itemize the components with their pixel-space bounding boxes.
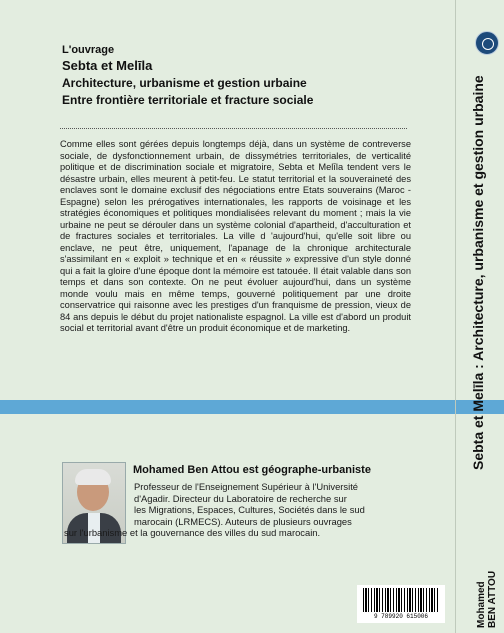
summary-text (60, 139, 411, 335)
book-subtitle: Architecture, urbanisme et gestion urbaine (62, 76, 307, 90)
author-bio (64, 481, 436, 539)
spine-divider (455, 0, 456, 633)
spine-author-first: Mohamed (476, 581, 487, 628)
blue-band (0, 400, 504, 414)
book-title: Sebta et Melīla (62, 58, 153, 73)
bio-line: Professeur de l'Enseignement Supérieur à l'Université (134, 481, 359, 492)
book-subtitle-2: Entre frontière territoriale et fracture sociale (62, 93, 314, 107)
bio-line: d'Agadir. Directeur du Laboratoire de recherche sur (134, 492, 347, 504)
publisher-logo-icon (475, 31, 499, 55)
bio-line: sur l'urbanisme et la gouvernance des villes du sud marocain. (64, 527, 321, 539)
barcode-bars (363, 588, 439, 612)
dotted-rule (60, 128, 407, 129)
author-heading: Mohamed Ben Attou est géographe-urbaniste (133, 464, 371, 476)
spine-author-last: BEN ATTOU (487, 570, 498, 628)
barcode (357, 585, 445, 623)
bio-line: les Migrations, Espaces, Cultures, Sociétés dans le sud (134, 504, 365, 516)
summary-paragraph: Comme elles sont gérées depuis longtemps déjà, dans un système de contreverse sociale, de dysfonctionnement urbain, de dissymétries territoriales, de verticalité politique et de discrimination sociale et migratoire, Sebta et Melīla tendent vers le désastre urbain, elles meurent à petit-feu. Le statut territorial et la souveraineté des enclaves sont le domaine exclusif des négociations entre Etats souverains (Maroc - Espagne) selon les prérogatives internationales, les rapports de voisinage et les stratégies économiques et politiques mondialisées relevant du moment ; mais la vie urbaine ne peut se dérouler dans un système colonial d'apartheid, d'acculturation et de fractures sociales et territoriales. La ville d 'aujourd'hui, qu'elle soit libre ou enclave, ne peut être, uniquement, l'apanage de la chronique architecturale s'assimilant en « exploit » technique et en « réussite » expressive d'un style donné qui a fait la gloire d'une époque dont la mémoire est tatouée. Il était valable dans son temps et dans son contexte. On ne peut évoluer aujourd'hui, dans un système monde voulu mais en même temps, gouverné politiquement par une droite conservatrice qui raisonne avec les prestiges d'un franquisme de pression, vieux de 84 ans depuis le début du projet nationaliste espagnol. La ville est d'abord un produit social et territorial avant d'être un produit économique et de marketing. (60, 139, 411, 333)
spine-title: Sebta et Melīla : Architecture, urbanisme et gestion urbaine (470, 75, 486, 470)
bio-line: marocain (LRMECS). Auteurs de plusieurs ouvrages (134, 515, 352, 527)
barcode-digits: 9 789920 615006 (373, 613, 428, 620)
pre-title: L'ouvrage (62, 44, 115, 56)
book-header (62, 44, 452, 107)
spine-author (476, 571, 498, 628)
